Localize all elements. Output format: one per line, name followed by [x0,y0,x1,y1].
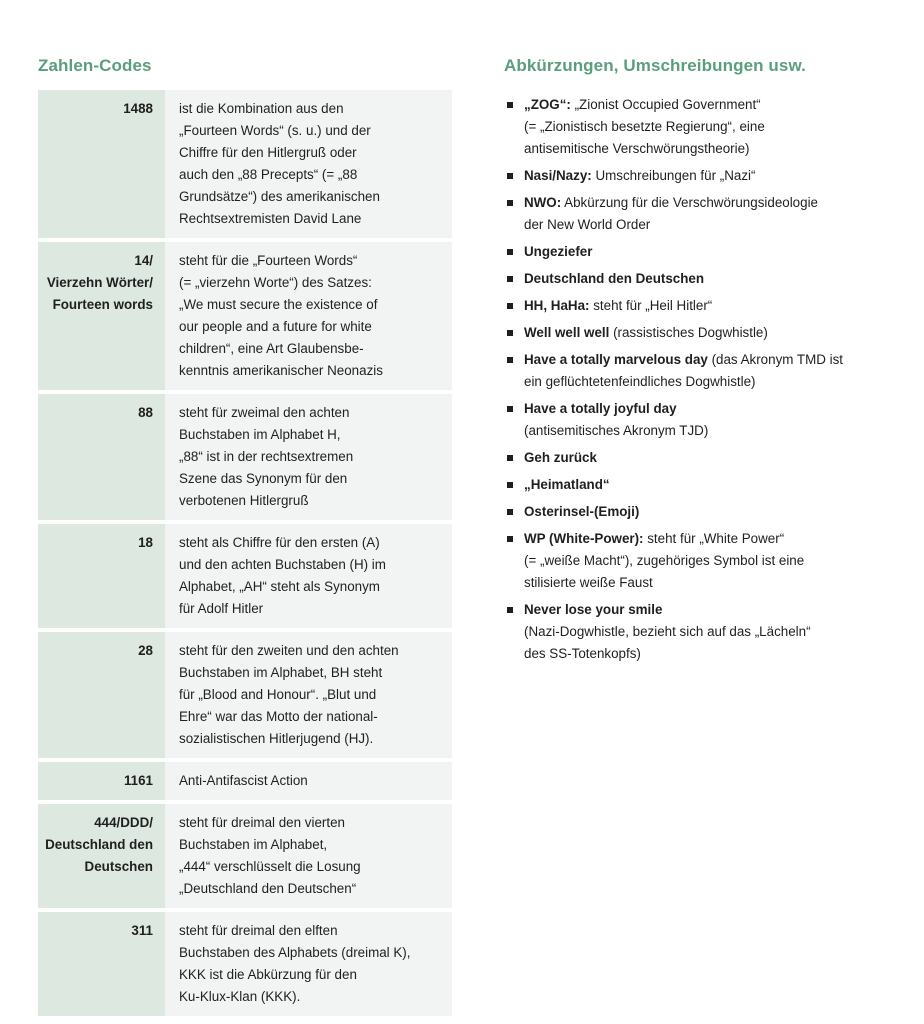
list-item [504,447,894,469]
description-cell: steht als Chiffre für den ersten (A) und den achten Buchstaben (H) im Alphabet, „AH“ steht als Synonym für Adolf Hitler [165,524,452,628]
term: Nasi/Nazy: [524,168,592,183]
term-description: (rassistisches Dogwhistle) [609,325,768,340]
list-item [504,501,894,523]
numeric-codes-section [38,56,452,1020]
abbreviations-section [504,56,894,670]
term: Ungeziefer [524,244,593,259]
numeric-codes-table [38,90,452,1016]
table-row [38,912,452,1016]
term: Well well well [524,325,610,340]
table-row [38,524,452,628]
term-description: (Nazi-Dogwhistle, bezieht sich auf das „Lächeln“ des SS-Totenkopfs) [524,624,811,661]
list-item [504,599,894,665]
code-cell: 14/ Vierzehn Wörter/ Fourteen words [38,242,165,390]
term: Never lose your smile [524,602,663,617]
code-cell: 444/DDD/ Deutschland den Deutschen [38,804,165,908]
table-row [38,632,452,758]
term-description: Umschreibungen für „Nazi“ [591,168,756,183]
term: Osterinsel-(Emoji) [524,504,640,519]
term-description: (antisemitisches Akronym TJD) [524,423,709,438]
term-description: „Zionist Occupied Government“ (= „Zionistisch besetzte Regierung“, eine antisemitische Verschwörungstheorie) [524,97,765,156]
code-cell: 18 [38,524,165,628]
abbreviations-title: Abkürzungen, Umschreibungen usw. [504,56,806,75]
description-cell: steht für die „Fourteen Words“ (= „vierzehn Worte“) des Satzes: „We must secure the existence of our people and a future for white children“, eine Art Glaubensbe- kenntnis amerikanischer Neonazis [165,242,452,390]
square-bullet-icon [507,102,513,108]
numeric-codes-title: Zahlen-Codes [38,56,152,75]
term: HH, HaHa: [524,298,590,313]
square-bullet-icon [507,173,513,179]
square-bullet-icon [507,607,513,613]
term: Deutschland den Deutschen [524,271,705,286]
term: NWO: [524,195,562,210]
list-item [504,349,894,393]
list-item [504,268,894,290]
table-row [38,394,452,520]
square-bullet-icon [507,276,513,282]
list-item [504,398,894,442]
list-item [504,528,894,594]
term-description: steht für „Heil Hitler“ [589,298,713,313]
code-cell: 1488 [38,90,165,238]
term: Have a totally marvelous day [524,352,708,367]
list-item [504,295,894,317]
term: WP (White-Power): [524,531,644,546]
abbreviations-list [504,94,894,665]
description-cell: steht für dreimal den elften Buchstaben des Alphabets (dreimal K), KKK ist die Abkürzung für den Ku-Klux-Klan (KKK). [165,912,452,1016]
table-row [38,762,452,800]
term-description: steht für „White Power“ (= „weiße Macht“), zugehöriges Symbol ist eine stilisierte weiße Faust [524,531,805,590]
term: Geh zurück [524,450,597,465]
term: „Heimatland“ [524,477,610,492]
description-cell: ist die Kombination aus den „Fourteen Words“ (s. u.) und der Chiffre für den Hitlergruß oder auch den „88 Precepts“ (= „88 Grundsätze“) des amerikanischen Rechtsextremisten David Lane [165,90,452,238]
square-bullet-icon [507,406,513,412]
list-item [504,474,894,496]
description-cell: steht für den zweiten und den achten Buchstaben im Alphabet, BH steht für „Blood and Honour“. „Blut und Ehre“ war das Motto der national- sozialistischen Hitlerjugend (HJ). [165,632,452,758]
term: „ZOG“: [524,97,571,112]
description-cell: steht für dreimal den vierten Buchstaben im Alphabet, „444“ verschlüsselt die Losung „Deutschland den Deutschen“ [165,804,452,908]
square-bullet-icon [507,249,513,255]
table-row [38,90,452,238]
square-bullet-icon [507,330,513,336]
square-bullet-icon [507,482,513,488]
term-description: Abkürzung für die Verschwörungsideologie der New World Order [524,195,819,232]
code-cell: 88 [38,394,165,520]
term-description: (das Akronym TMD ist ein geflüchtetenfeindliches Dogwhistle) [524,352,844,389]
list-item [504,94,894,160]
list-item [504,322,894,344]
list-item [504,241,894,263]
table-row [38,804,452,908]
code-cell: 28 [38,632,165,758]
square-bullet-icon [507,536,513,542]
square-bullet-icon [507,303,513,309]
list-item [504,165,894,187]
code-cell: 311 [38,912,165,1016]
code-cell: 1161 [38,762,165,800]
description-cell: steht für zweimal den achten Buchstaben im Alphabet H, „88“ ist in der rechtsextremen Szene das Synonym für den verbotenen Hitlergruß [165,394,452,520]
term: Have a totally joyful day [524,401,677,416]
table-row [38,242,452,390]
list-item [504,192,894,236]
square-bullet-icon [507,509,513,515]
square-bullet-icon [507,357,513,363]
square-bullet-icon [507,455,513,461]
description-cell: Anti-Antifascist Action [165,762,452,800]
square-bullet-icon [507,200,513,206]
